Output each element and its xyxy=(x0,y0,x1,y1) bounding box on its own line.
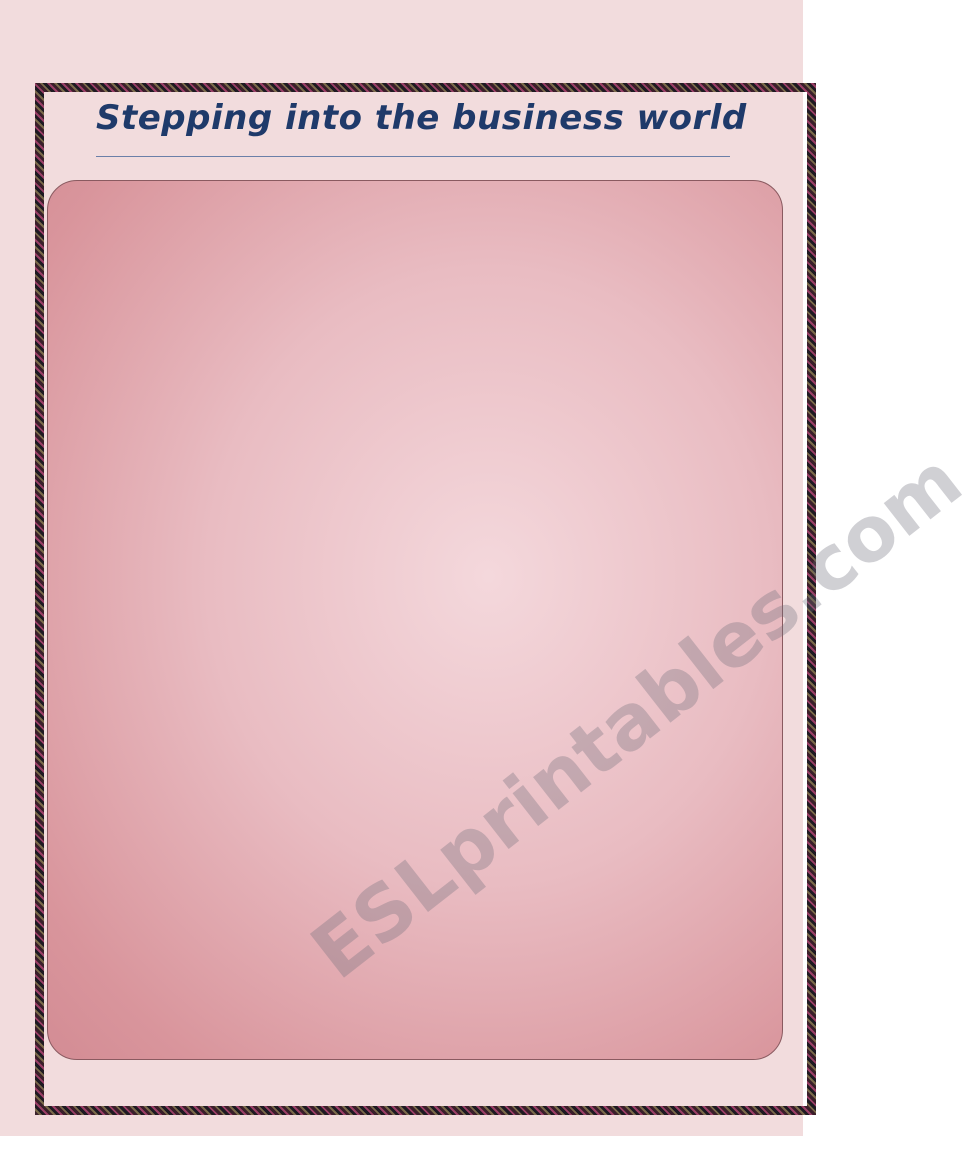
text-panel xyxy=(47,180,978,1060)
page-title: Stepping into the business world xyxy=(96,98,747,138)
watermark: ESLprintables.com xyxy=(294,435,978,997)
title-divider xyxy=(96,156,730,157)
